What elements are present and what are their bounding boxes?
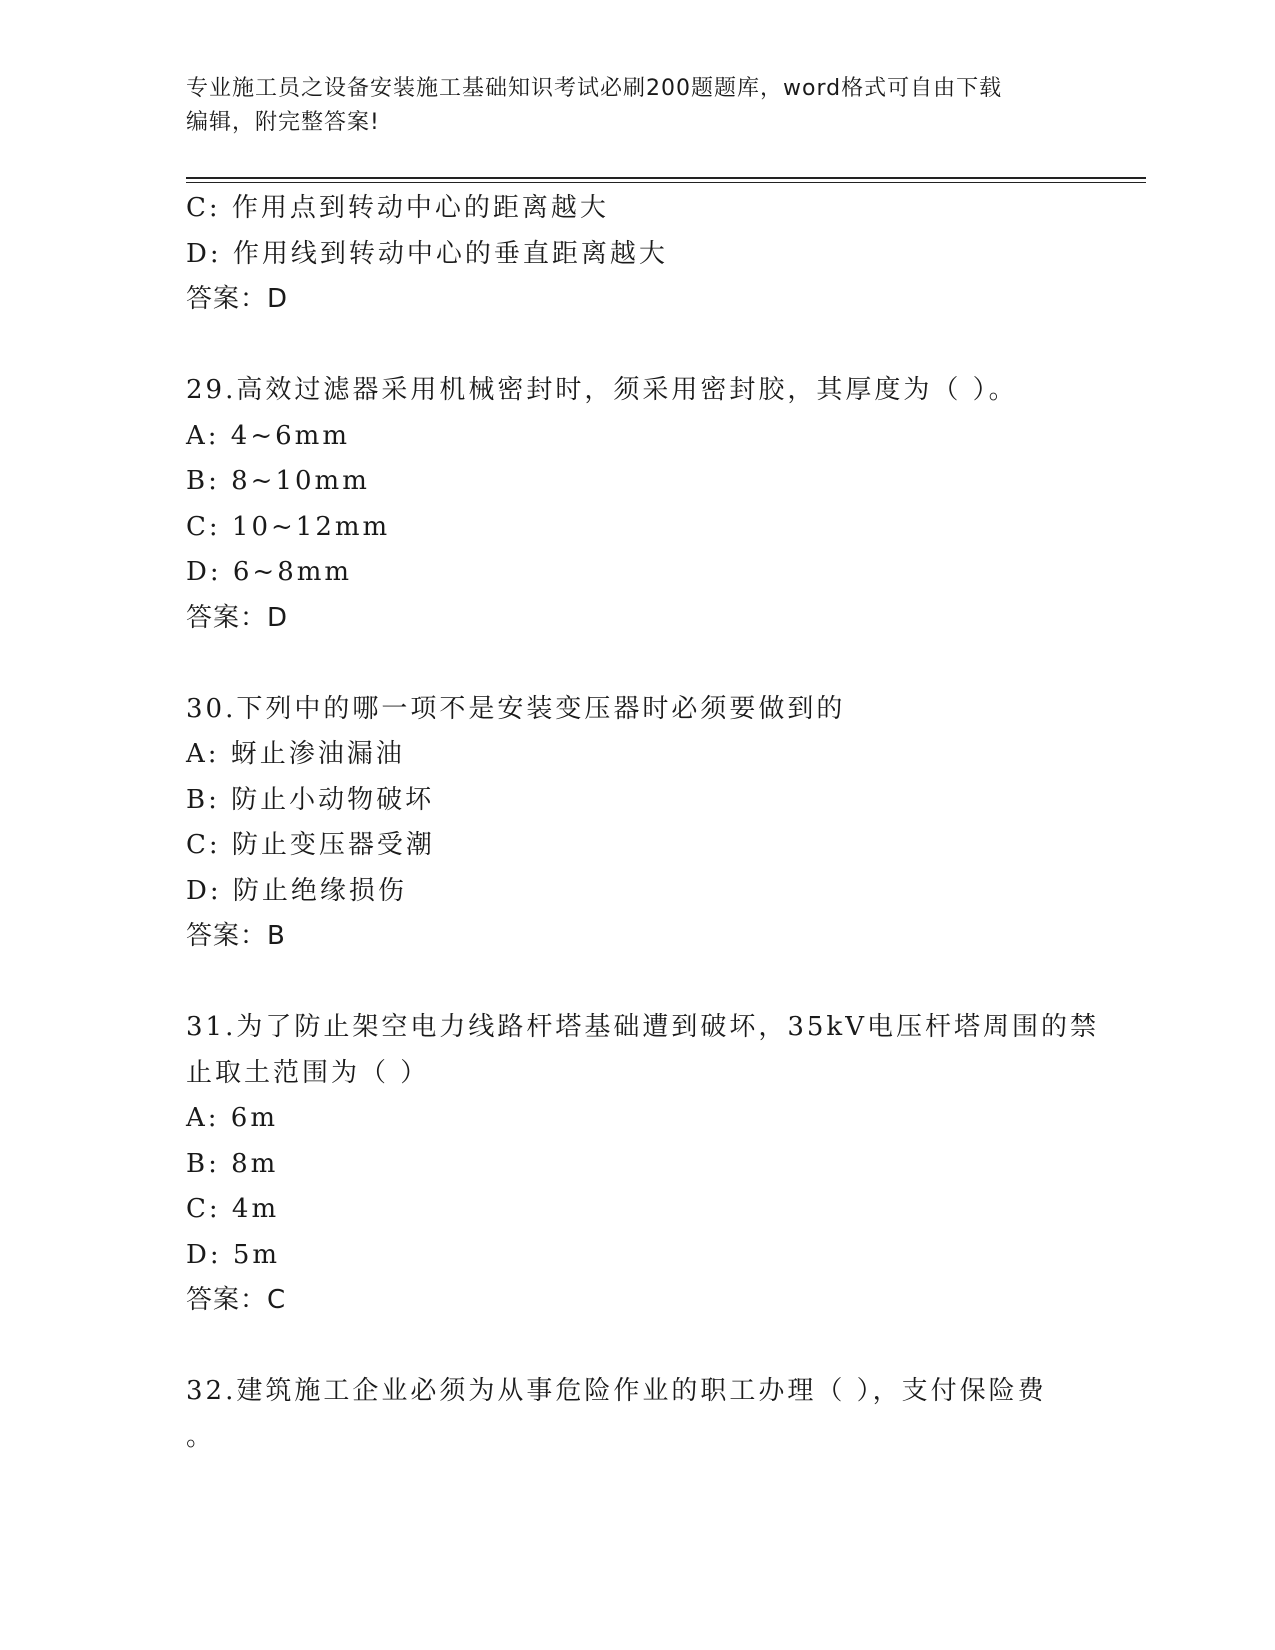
- option-d: D: 5m: [186, 1239, 281, 1270]
- option-d: D: 6~8mm: [186, 557, 353, 587]
- answer-label: 答案：C: [186, 1285, 287, 1315]
- header-title-line-1: 专业施工员之设备安装施工基础知识考试必刷200题题库，word格式可自由下载: [186, 76, 1003, 101]
- option-c: C: 作用点到转动中心的距离越大: [186, 193, 609, 223]
- header-divider-thin: [186, 182, 1146, 183]
- question-29: [186, 368, 1086, 641]
- option-b: B: 防止小动物破坏: [186, 784, 435, 815]
- answer-label: 答案：D: [186, 602, 289, 633]
- question-text: 29.高效过滤器采用机械密封时，须采用密封胶，其厚度为（ ）。: [186, 375, 1018, 405]
- option-d: D: 防止绝缘损伤: [186, 875, 407, 906]
- option-a: A: 4~6mm: [186, 420, 350, 451]
- spacer: [186, 1324, 1086, 1370]
- option-b: B: 8m: [186, 1148, 279, 1179]
- question-text-line-1: 32.建筑施工企业必须为从事危险作业的职工办理（ ），支付保险费: [186, 1376, 1047, 1406]
- answer-label: 答案：D: [186, 284, 289, 314]
- option-c: C: 4m: [186, 1194, 280, 1224]
- question-text: 30.下列中的哪一项不是安装变压器时必须要做到的: [186, 693, 846, 724]
- question-31: [186, 1005, 1099, 1324]
- option-c: C: 10~12mm: [186, 511, 391, 542]
- option-d: D: 作用线到转动中心的垂直距离越大: [186, 238, 668, 269]
- question-text-line-2: 。: [186, 1421, 216, 1452]
- spacer: [186, 323, 1086, 369]
- option-c: C: 防止变压器受潮: [186, 830, 435, 860]
- option-a: A: 6m: [186, 1103, 278, 1133]
- question-30: [186, 687, 1086, 960]
- question-list: [186, 186, 1099, 1460]
- spacer: [186, 960, 1086, 1006]
- page-header: [186, 72, 1086, 140]
- option-b: B: 8~10mm: [186, 466, 370, 496]
- option-a: A: 蚜止渗油漏油: [186, 739, 405, 769]
- spacer: [186, 641, 1086, 687]
- question-28-tail: [186, 186, 1086, 323]
- question-32: [186, 1369, 1086, 1460]
- question-text-line-1: 31.为了防止架空电力线路杆塔基础遭到破坏，35kV电压杆塔周围的禁: [186, 1012, 1099, 1042]
- header-divider-thick: [186, 177, 1146, 179]
- answer-label: 答案：B: [186, 921, 286, 951]
- header-title-line-2: 编辑，附完整答案!: [186, 110, 380, 135]
- question-text-line-2: 止取土范围为（ ）: [186, 1057, 430, 1088]
